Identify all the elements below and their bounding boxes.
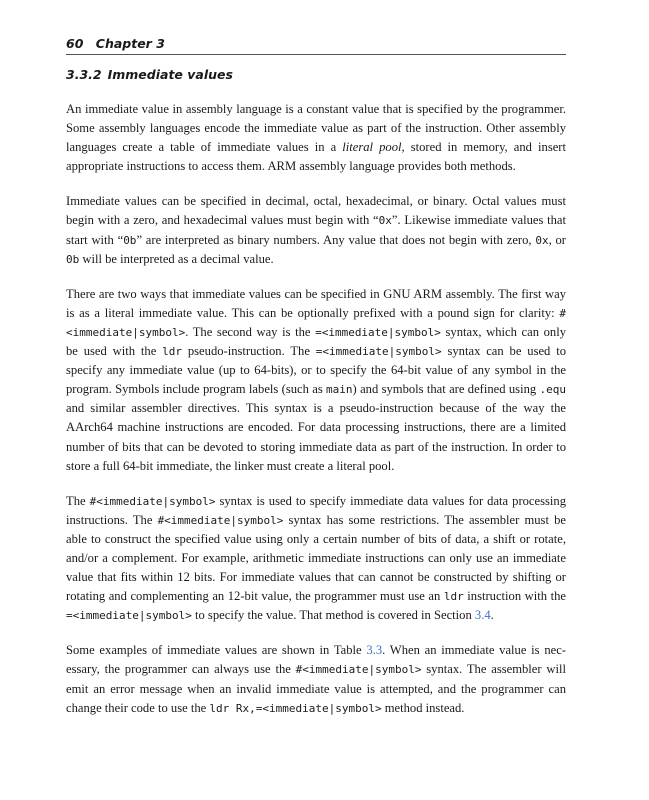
text-run: Immediate values can be specified in decimal, octal, hexadecimal, or binary. Octal values must begin with a zero, and hexadecimal values must begin with “ [66,194,566,228]
inline-code: 0b [66,252,80,266]
text-run: method instead. [381,700,465,715]
text-run: syntax is used to specify immediate data values for data processing instructions. The [66,493,567,527]
chapter-label: Chapter 3 [95,36,165,51]
inline-code: #<immediate|symbol> [295,663,422,677]
text-run: instruction with the [463,589,567,604]
inline-code: =<immediate|symbol> [66,609,192,623]
page-number: 60 [66,36,84,51]
text-run: An immediate value in assembly language is a constant value that is specified by the programmer. Some assembly languages encode the immediate value as part of the instruction. Other assembly languages create a table of immediate values in a [66,102,566,155]
inline-code: #<immediate|symbol> [157,513,284,527]
text-run: to specify the value. That method is covered in Section [191,608,475,623]
inline-code: 0x [378,214,392,228]
paragraph-3 [66,285,566,476]
text-run: syntax has some restrictions. The assembler must be able to construct the specified value using only a certain number of bits of data, a shift or rotate, and/or a complement. For example, arithmetic immediate instructions can only use an immediate value that fits within 12 bits. For immediate values that can cannot be constructed by shifting or rotating and complementing an 12-bit value, the programmer must use an [66,512,566,604]
inline-code: main [326,383,353,397]
text-run: The [66,493,90,508]
text-run: ”. Likewise immediate values that start with “ [66,213,566,247]
literal-pool-term: literal pool [342,140,402,155]
text-run: syntax can be used to specify any immediate value (up to 64-bits), or to specify the 64-bit value of any symbol in the program. Symbols include program labels (such as [66,344,566,397]
inline-code: ldr Rx,=<immediate|symbol> [209,701,382,715]
text-run: Some examples of immediate values are shown in Table [66,643,367,658]
inline-code: .equ [539,383,566,397]
inline-code: ldr [443,590,464,604]
paragraph-2 [66,192,566,268]
paragraph-1 [66,100,566,176]
paragraph-4 [66,492,566,626]
paragraph-5 [66,641,566,717]
text-run: pseudo-instruction. The [182,344,316,359]
inline-code: 0b [123,233,137,247]
section-3-4-link[interactable]: 3.4 [474,608,491,623]
running-head [66,36,566,55]
table-3-3-link[interactable]: 3.3 [366,643,383,658]
text-run: syntax. The assembler will emit an error message when an invalid immediate value is attempted, and the programmer can change their code to use the [66,662,566,715]
text-run: ) and symbols that are defined using [352,382,540,397]
inline-code: 0x [535,233,549,247]
text-run: , stored in memory, and insert appropriate instructions to access them. ARM assembly language provides both methods. [66,140,566,174]
inline-code: =<immediate|symbol> [315,345,442,359]
text-run: ” are interpreted as binary numbers. Any value that does not begin with zero, [136,232,536,247]
text-run: and similar assembler directives. This syntax is a pseudo-instruction because of the way the AArch64 machine instructions are encoded. For data processing instructions, there are a limited number of bits that can be devoted to storing immediate data as part of the instruction. In order to store a full 64-bit immediate, the linker must create a literal pool. [66,401,566,473]
text-run: . The second way is the [185,324,316,339]
text-run: . When an immediate value is necessary, the programmer can always use the [66,643,566,677]
section-heading [66,67,566,82]
text-run: There are two ways that immediate values can be specified in GNU ARM assembly. The first way is as a literal immediate value. This can be optionally prefixed with a pound sign for clarity: [66,286,566,320]
inline-code: =<immediate|symbol> [315,325,441,339]
page [66,36,566,734]
text-run: will be interpreted as a decimal value. [79,251,274,266]
inline-code: ldr [162,345,183,359]
section-title: Immediate values [107,67,233,82]
text-run: . [490,608,494,623]
text-run: , or [548,232,566,247]
inline-code: #<immediate|symbol> [89,494,216,508]
text-run: syntax, which can only be used with the [66,324,566,359]
section-number: 3.3.2 [66,67,102,82]
inline-code: #<immediate|symbol> [66,306,566,339]
